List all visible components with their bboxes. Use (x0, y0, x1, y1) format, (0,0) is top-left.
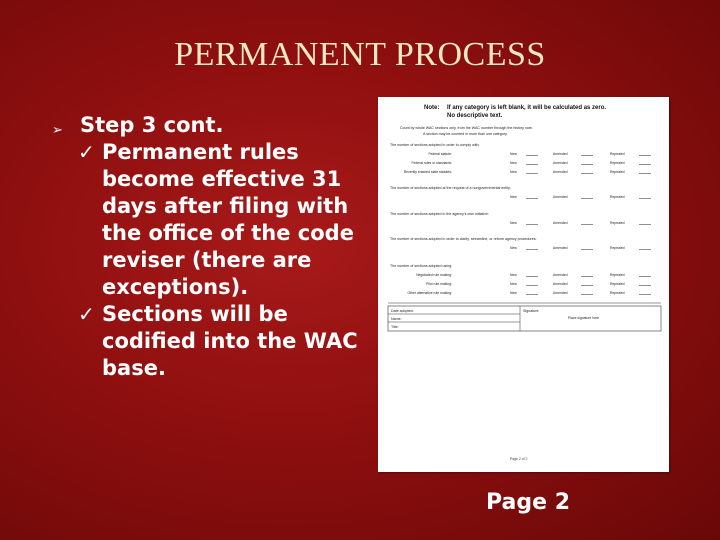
form-column-label: Amended (553, 273, 568, 277)
form-column-label: New (510, 161, 517, 165)
form-section4-heading: The number of sections adopted in order to clarify, streamline, or reform agency procedures: (390, 237, 537, 241)
form-note-label: Note: (424, 105, 440, 111)
form-column-label: Repealed (610, 161, 625, 165)
form-column-label: Amended (553, 195, 568, 199)
bullet-list (52, 112, 372, 382)
form-signature-label: Signature: (523, 309, 540, 313)
sub-bullet-text: Sections will be codified into the WAC base. (102, 302, 358, 380)
form-row-label: Federal rules or standards: (411, 161, 452, 165)
arrow-bullet-icon: ➢ (52, 123, 63, 138)
form-column-label: New (510, 273, 517, 277)
form-title-label: Title: (391, 325, 399, 329)
form-row-label: Other alternative rule making: (407, 291, 452, 295)
form-section5-rows (408, 273, 453, 295)
page-label: Page 2 (486, 490, 571, 515)
sub-bullet (52, 301, 372, 382)
form-column-label: New (510, 195, 517, 199)
form-section5-heading: The number of sections adopted using: (390, 264, 453, 268)
form-date-adopted: Date adopted: (391, 309, 414, 313)
form-column-label: Repealed (610, 195, 625, 199)
form-column-label: New (510, 246, 517, 250)
form-column-label: New (510, 170, 517, 174)
form-count-line2: A section may be counted in more than one category. (423, 132, 508, 136)
form-count-columns (510, 152, 651, 295)
form-section2-heading: The number of sections adopted at the request of a nongovernmental entity: (390, 186, 511, 190)
form-footer-page: Page 2 of 2 (510, 457, 528, 461)
form-row-label: Pilot rule making: (425, 282, 452, 286)
form-column-label: Amended (553, 161, 568, 165)
form-column-label: Amended (553, 291, 568, 295)
form-column-label: Repealed (610, 273, 625, 277)
form-note-line2: No descriptive text. (447, 113, 503, 119)
form-column-label: Repealed (610, 282, 625, 286)
form-column-label: Repealed (610, 221, 625, 225)
sub-bullet (52, 139, 372, 301)
form-row-label: Recently enacted state statutes: (403, 170, 452, 174)
sub-bullet-text: Permanent rules become effective 31 days after filing with the office of the code reviser (there are exceptions). (102, 140, 354, 299)
form-count-line1: Count by whole WAC sections only, from the WAC number through the history note. (400, 126, 533, 130)
form-section1-rows (404, 152, 452, 174)
form-name-label: Name: (391, 317, 402, 321)
bullet-step (52, 112, 372, 139)
form-column-label: Amended (553, 170, 568, 174)
form-column-label: Amended (553, 246, 568, 250)
slide-title: PERMANENT PROCESS (174, 36, 546, 73)
form-column-label: Amended (553, 152, 568, 156)
form-column-label: Repealed (610, 152, 625, 156)
form-page-image (378, 97, 669, 472)
checkmark-icon: ✓ (78, 140, 95, 164)
form-column-label: New (510, 291, 517, 295)
form-column-label: Repealed (610, 291, 625, 295)
form-column-label: New (510, 282, 517, 286)
form-row-label: Federal statute: (428, 152, 452, 156)
form-column-label: Repealed (610, 246, 625, 250)
form-page-drawing (378, 97, 669, 472)
form-section1-heading: The number of sections adopted in order to comply with: (390, 143, 480, 147)
form-column-label: New (510, 152, 517, 156)
form-row-label: Negotiated rule making: (416, 273, 452, 277)
form-column-label: Amended (553, 282, 568, 286)
form-column-label: New (510, 221, 517, 225)
form-section3-heading: The number of sections adopted in the agency's own initiative: (390, 212, 489, 216)
form-column-label: Repealed (610, 170, 625, 174)
form-column-label: Amended (553, 221, 568, 225)
checkmark-icon: ✓ (78, 302, 95, 326)
form-signature-hint: Place signature here (568, 316, 600, 320)
step-label: Step 3 cont. (80, 113, 224, 137)
form-note-line1: If any category is left blank, it will be calculated as zero. (447, 105, 607, 111)
